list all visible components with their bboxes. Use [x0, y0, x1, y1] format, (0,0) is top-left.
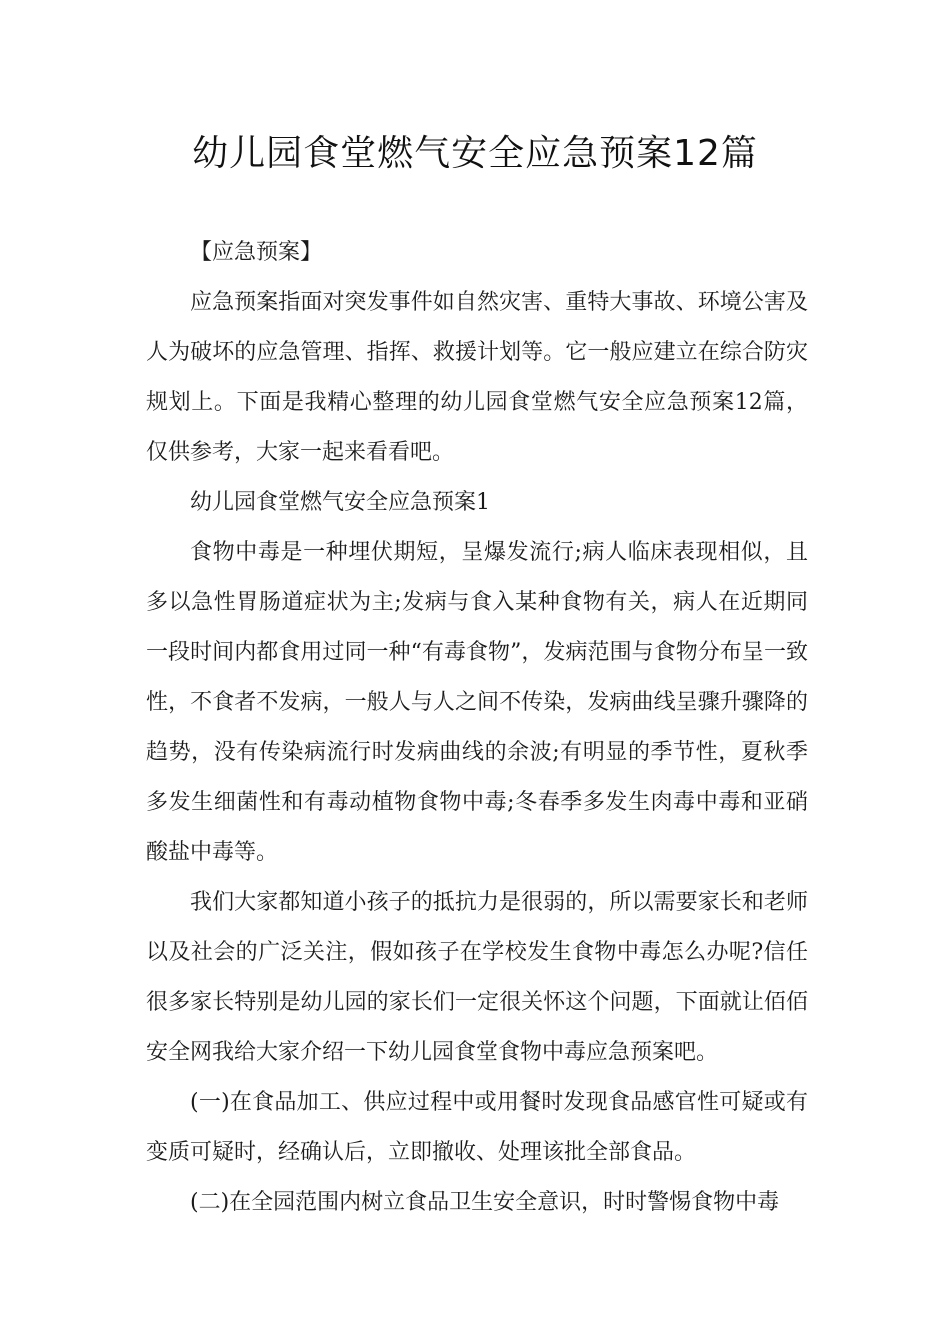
list-paragraph: (一)在食品加工、供应过程中或用餐时发现食品感官性可疑或有变质可疑时，经确认后，立即撤收、处理该批全部食品。 [146, 1090, 808, 1165]
document-body [146, 228, 808, 1228]
body-paragraph: 我们大家都知道小孩子的抵抗力是很弱的，所以需要家长和老师以及社会的广泛关注，假如孩子在学校发生食物中毒怎么办呢?信任很多家长特别是幼儿园的家长们一定很关怀这个问题，下面就让佰佰安全网我给大家介绍一下幼儿园食堂食物中毒应急预案吧。 [146, 890, 808, 1065]
document-title: 幼儿园食堂燃气安全应急预案12篇 [192, 133, 758, 174]
section-label: 【应急预案】 [190, 240, 323, 265]
section-heading: 幼儿园食堂燃气安全应急预案1 [190, 490, 490, 515]
body-paragraph: 食物中毒是一种埋伏期短，呈爆发流行;病人临床表现相似，且多以急性胃肠道症状为主;发病与食入某种食物有关，病人在近期同一段时间内都食用过同一种“有毒食物”，发病范围与食物分布呈一致性，不食者不发病，一般人与人之间不传染，发病曲线呈骤升骤降的趋势，没有传染病流行时发病曲线的余波;有明显的季节性，夏秋季多发生细菌性和有毒动植物食物中毒;冬春季多发生肉毒中毒和亚硝酸盐中毒等。 [146, 540, 808, 865]
list-paragraph: (二)在全园范围内树立食品卫生安全意识，时时警惕食物中毒 [190, 1190, 780, 1215]
intro-paragraph: 应急预案指面对突发事件如自然灾害、重特大事故、环境公害及人为破坏的应急管理、指挥、救援计划等。它一般应建立在综合防灾规划上。下面是我精心整理的幼儿园食堂燃气安全应急预案12篇，仅供参考，大家一起来看看吧。 [146, 290, 808, 465]
